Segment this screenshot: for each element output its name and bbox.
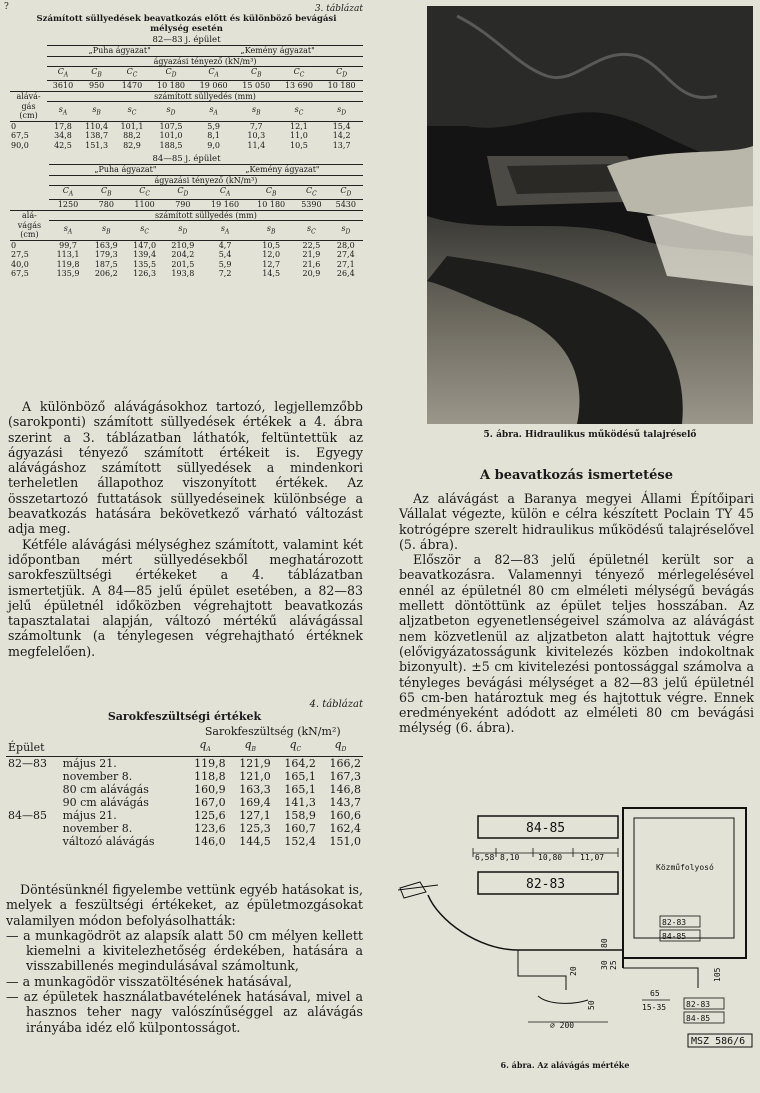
influence-list xyxy=(6,928,363,1035)
table-3-building-2: 84—85 j. épület xyxy=(152,154,221,165)
table-row: 80 cm alávágás 160,9 163,3 165,1 146,8 xyxy=(62,783,361,797)
paragraph-2: Kétféle alávágási mélységhez számított, valamint két időpontban mért süllyedésekből meghatározott sarokfeszültségi értékeket a 4. táblázatban ismertetjük. A 84—85 jelű épület esetében, a 82—83 jelű épületnél időközben végrehajtott beavatkozás tapasztalatai alapján, változó mértékű alávágással számoltunk (a ténylegesen végrehajtható értéknek megfelelően). xyxy=(8,536,363,659)
dim-25: 25 xyxy=(609,960,618,970)
table-row: 27,5 113,1 179,3 139,4 204,2 5,4 12,0 21,9 27,4 xyxy=(11,250,355,260)
tag-84-85-lower: 84-85 xyxy=(686,1014,711,1023)
table-4-label: 4. táblázat xyxy=(309,699,363,710)
table-row: 90 cm alávágás 167,0 169,4 141,3 143,7 xyxy=(62,796,361,810)
figure-6-drawing xyxy=(398,800,756,1055)
dim-200: ⌀ 200 xyxy=(550,1021,575,1030)
table-row: 67,5 135,9 206,2 126,3 193,8 7,2 14,5 20,9 26,4 xyxy=(11,269,355,279)
section-heading: A beavatkozás ismertetése xyxy=(480,468,673,483)
utility-corridor-label: Közműfolyosó xyxy=(656,863,714,872)
table-row: 40,0 119,8 187,5 135,5 201,5 5,9 12,7 21,6 27,1 xyxy=(11,259,355,269)
table-row: változó alávágás 146,0 144,5 152,4 151,0 xyxy=(62,835,361,849)
box-82-83-label: 82-83 xyxy=(526,877,566,892)
standard-label: MSZ 586/6 xyxy=(691,1036,746,1047)
table-row: 82—83 május 21. 119,8 121,9 164,2 166,2 xyxy=(8,757,361,771)
table-row: 0 17,8 110,4 101,1 107,5 5,9 7,7 12,1 15,4 xyxy=(10,121,363,131)
table-row: november 8. 123,6 125,3 160,7 162,4 xyxy=(62,822,361,836)
dim-11-07: 11,07 xyxy=(580,853,605,862)
figure-5-photo xyxy=(427,6,753,424)
table-row: 0 99,7 163,9 147,0 210,9 4,7 10,5 22,5 28,0 xyxy=(10,240,363,250)
excavator-photo-image xyxy=(427,6,753,424)
dim-50: 50 xyxy=(587,1000,596,1010)
right-text-block xyxy=(399,468,754,736)
table-row: 90,0 42,5 151,3 82,9 188,5 9,0 11,4 10,5 13,7 xyxy=(11,140,351,150)
table-row: 67,5 34,8 138,7 88,2 101,0 8,1 10,3 11,0 14,2 xyxy=(11,131,351,141)
table-4 xyxy=(6,699,363,848)
dim-80: 80 xyxy=(600,938,609,948)
table-3-building-1: 82—83 j. épület xyxy=(152,35,221,45)
dim-30: 30 xyxy=(600,960,609,970)
table-4-grid: Sarokfeszültség (kN/m²) Épület $q_A$ $q_B$ $q_C$ $q_D$ 82—83 május 21. 119,8 121,9 164,2 166,2 november 8. 118,8 121,0 165,1 167,3 80 cm alávágás 160,9 163,3 165,1 146,8 90 cm alávágás 167,0 169,4 141,3 143,7 84—85 május 21. 125,6 127,1 158,9 160,6 november 8. 123,6 125,3 160,7 162,4 változó alávágás 146,0 144,5 152,4 151,0 xyxy=(8,725,361,849)
list-item: — az épületek használatbavételének hatásával, mivel a hasznos teher nagy valószínűséggel az alávágás irányába idéz elő külpontosságot. xyxy=(6,989,363,1035)
table-3-title: Számított süllyedések beavatkozás előtt és különböző bevágási mélység esetén xyxy=(36,14,337,34)
paragraph-1: A különböző alávágásokhoz tartozó, legjellemzőbb (sarokponti) számított süllyedések értékek a 4. ábra szerint a 3. táblázatban láthatók, feltüntettük az ágyazási tényező számított értékeit is. Egyegy alávágáshoz számított süllyedések a mindenkori terheletlen állapothoz viszonyított értékek. Az összetartozó futtatások süllyedéseinek különbsége a beavatkozás hatására bekövetkező várható változást adja meg. xyxy=(8,399,363,537)
table-3 xyxy=(10,4,363,279)
left-text-block-1 xyxy=(8,399,363,659)
paragraph-3: Döntésünknél figyelembe vettünk egyéb hatásokat is, melyek a feszültségi értékeket, az épületmozgásokat valamilyen módon befolyásolhatták: xyxy=(6,882,363,928)
table-3-label: 3. táblázat xyxy=(314,4,363,14)
left-text-block-2 xyxy=(6,882,363,1035)
dim-15-35: 15-35 xyxy=(642,1003,667,1012)
figure-5-caption: 5. ábra. Hidraulikus működésű talajréselő xyxy=(483,430,697,440)
figure-6-caption: 6. ábra. Az alávágás mértéke xyxy=(500,1060,630,1070)
table-3-block-1: „Puha ágyazat" „Kemény ágyazat" ágyazási tényező (kN/m³) $C_A$ $C_B$ $C_C$ $C_D$ $C_A$ $C_B$ $C_C$ $C_D$ 3610 950 1470 10 180 19 060 15 050 13 690 10 180 alává- számított süllyedés (mm) gás $s_A$ $s_B$ $s_C$ $s_D$ $s_A$ $s_B$ $s_C$ $s_D$ (cm) 0 17,8 110,4 101,1 107,5 5,9 7,7 12,1 15,4 67,5 34,8 138,7 88,2 101,0 8,1 10,3 11,0 14,2 90,0 42,5 151,3 82,9 188,5 9,0 11,4 10,5 13,7 xyxy=(10,45,363,150)
tag-82-83-upper: 82-83 xyxy=(662,918,687,927)
dim-10-80: 10,80 xyxy=(538,853,563,862)
dim-8-10: 8,10 xyxy=(500,853,520,862)
dim-20: 20 xyxy=(569,966,578,976)
table-3-block-2: „Puha ágyazat" „Kemény ágyazat" ágyazási tényező (kN/m³) $C_A$ $C_B$ $C_C$ $C_D$ $C_A$ $C_B$ $C_C$ $C_D$ 1250 780 1100 790 19 160 10 180 5390 5430 alá- számított süllyedés (mm) vágás $s_A$ $s_B$ $s_C$ $s_D$ $s_A$ $s_B$ $s_C$ $s_D$ (cm) 0 99,7 163,9 147,0 210,9 4,7 10,5 22,5 28,0 27,5 113,1 179,3 139,4 204,2 5,4 12,0 21,9 27,4 40,0 119,8 187,5 135,5 201,5 5,9 12,7 21,6 27,1 67,5 135,9 206,2 126,3 193,8 7,2 14,5 20,9 26,4 xyxy=(10,164,363,279)
table-row: november 8. 118,8 121,0 165,1 167,3 xyxy=(62,770,361,784)
dim-105: 105 xyxy=(713,967,722,982)
paragraph-5: Először a 82—83 jelű épületnél került sor a beavatkozásra. Valamennyi tényező mérlegelésével ennél az épületnél 80 cm elméleti mélységű bevágás mellett döntöttünk az épület teljes hosszában. Az aljzatbeton egyenetlenségeivel számolva az alávágást nem közvetlenül az aljzatbeton alatt hajtottuk végre (elővigyázatosságunk kivitelezés közben indokoltnak bizonyult). ±5 cm kivitelezési pontossággal számolva a tényleges bevágási mélységet a 82—83 jelű épületnél 65 cm-ben határoztuk meg és hajtottuk végre. Ennek eredményeként adódott az elméleti 80 cm bevágási mélység (6. ábra). xyxy=(399,552,754,736)
tag-84-85-upper: 84-85 xyxy=(662,932,687,941)
list-item: — a munkagödröt az alapsík alatt 50 cm mélyen kellett kiemelni a kivitelezhetőség érdekében, hatására a visszabillenés megindulásával számoltunk, xyxy=(6,927,363,974)
paragraph-4: Az alávágást a Baranya megyei Állami Építőipari Vállalat végezte, külön e célra készített Poclain TY 45 kotrógépre szerelt hidraulikus működésű talajréselővel (5. ábra). xyxy=(399,491,754,552)
dim-6-58: 6,58 xyxy=(475,853,495,862)
table-row: 84—85 május 21. 125,6 127,1 158,9 160,6 xyxy=(8,809,361,823)
list-item: — a munkagödör visszatöltésének hatásával, xyxy=(6,973,293,989)
table-4-title: Sarokfeszültségi értékek xyxy=(107,710,262,723)
tag-82-83-lower: 82-83 xyxy=(686,1000,711,1009)
dim-65: 65 xyxy=(650,989,660,998)
group-soft: „Puha ágyazat" xyxy=(94,165,157,175)
page-mark: ? xyxy=(4,2,9,12)
box-84-85-label: 84-85 xyxy=(526,821,566,836)
group-soft: „Puha ágyazat" xyxy=(88,46,151,55)
